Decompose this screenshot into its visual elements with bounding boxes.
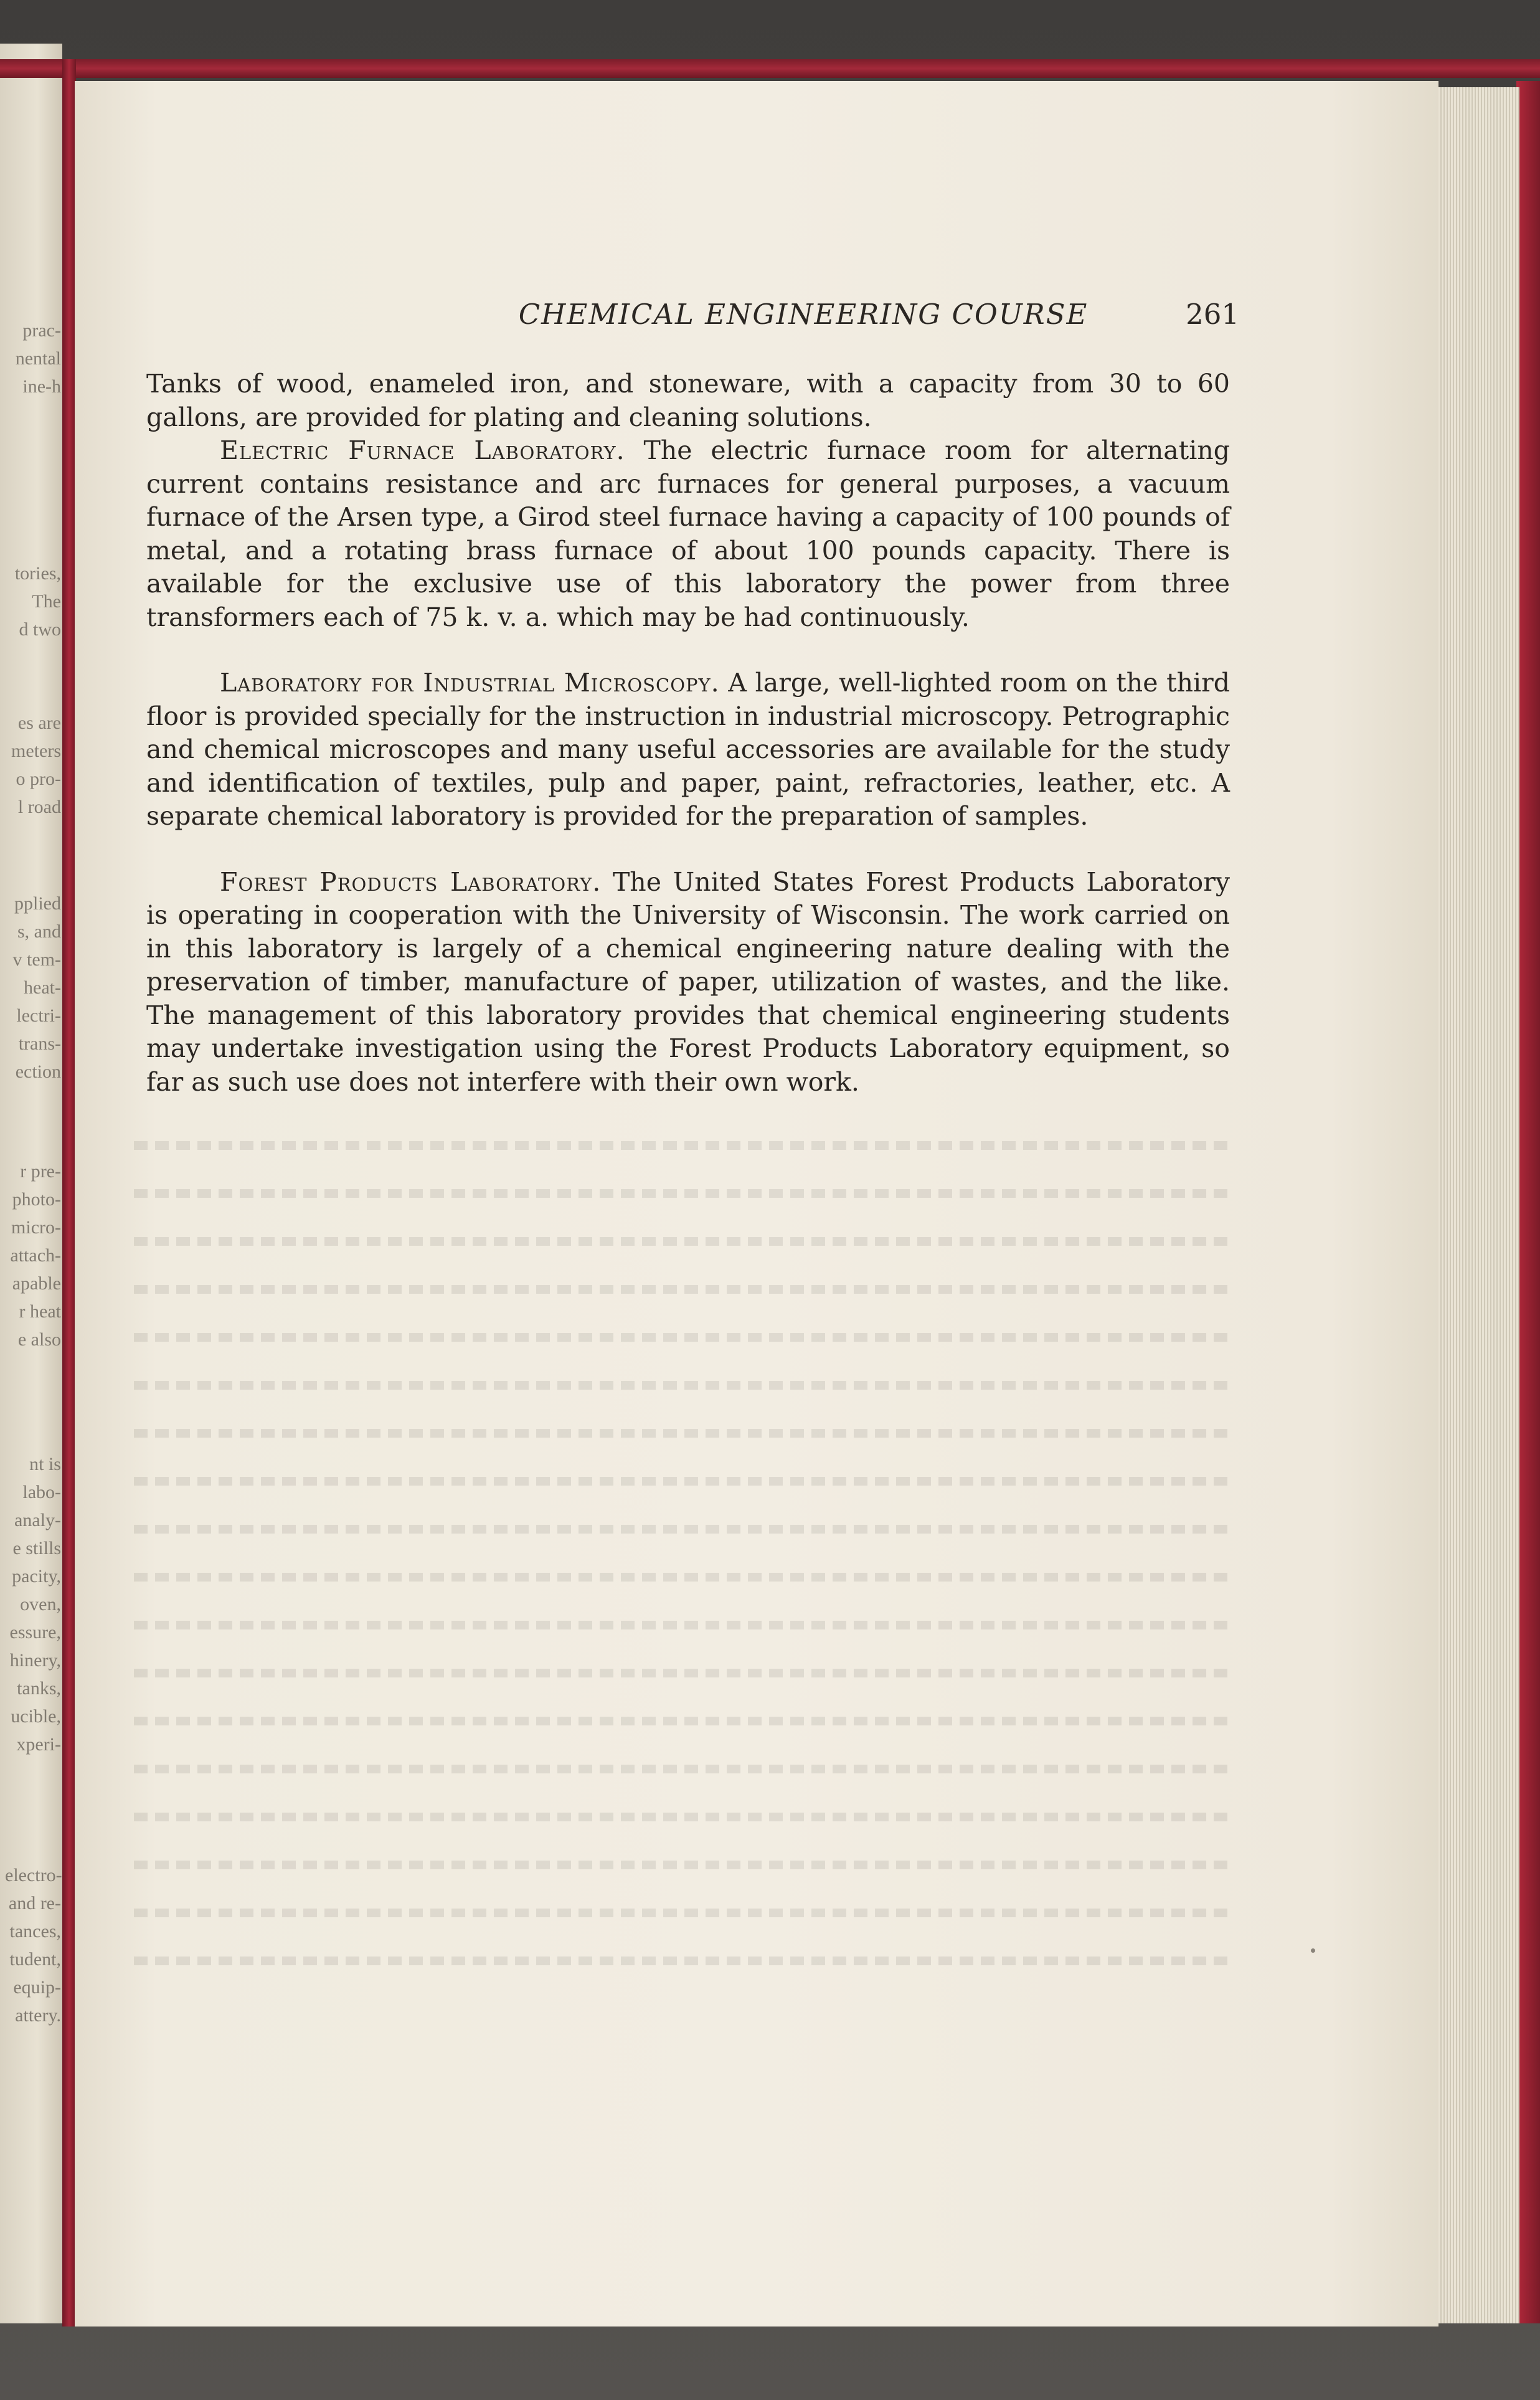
paragraph-text: The United States Forest Products Laboratory is operating in cooperation with the University of Wisconsin. The work carried on in this laboratory is largely of a chemical engineering nature dealing with the preservation of timber, manufacture of paper, utilization of wastes, and the like. The management of this laboratory provides that chemical engineering students may undertake investigation using the Forest Products Laboratory equipment, so far as such use does not interfere with their own work. xyxy=(146,866,1230,1097)
facing-page-fragment: photo- xyxy=(12,1189,61,1210)
bleed-line xyxy=(134,1237,1230,1271)
facing-page-fragment: apable xyxy=(12,1273,61,1294)
facing-page-fragment: ucible, xyxy=(11,1706,61,1727)
bleed-line xyxy=(134,1525,1230,1559)
page-number: 261 xyxy=(1186,298,1239,331)
bleed-line xyxy=(134,1861,1230,1895)
section-heading: Electric Furnace Laboratory. xyxy=(220,435,625,465)
facing-page-fragment: prac- xyxy=(22,320,61,341)
section-heading: Laboratory for Industrial Microscopy. xyxy=(220,668,720,698)
facing-page-fragment: micro- xyxy=(11,1217,61,1238)
facing-page-fragment: oven, xyxy=(20,1594,61,1615)
facing-page-fragment: r pre- xyxy=(20,1161,61,1182)
section-heading: Forest Products Laboratory. xyxy=(220,866,602,897)
facing-page-fragment: tances, xyxy=(9,1921,61,1942)
paragraph-text: A large, well-lighted room on the third floor is provided specially for the instruction in industrial microscopy. Petrographic and chemical microscopes and many useful accessories are available for the study and identification of textiles, pulp and paper, paint, refractories, leather, etc. A separate chemical laboratory is provided for the preparation of samples. xyxy=(146,668,1230,831)
facing-page-fragment: attach- xyxy=(10,1245,61,1266)
bleed-through-texture xyxy=(134,1127,1230,1999)
paper-speck xyxy=(1311,1948,1315,1953)
bleed-line xyxy=(134,1429,1230,1463)
facing-page-fragment: e stills xyxy=(12,1538,61,1558)
bleed-line xyxy=(134,1909,1230,1943)
facing-page-fragment: analy- xyxy=(14,1510,61,1530)
bleed-line xyxy=(134,1477,1230,1511)
bleed-line xyxy=(134,1621,1230,1655)
running-header: CHEMICAL ENGINEERING COURSE xyxy=(518,298,1089,331)
bleed-line xyxy=(134,1717,1230,1751)
facing-page-fragment: es are xyxy=(17,713,61,733)
paragraph-text: The electric furnace room for alternating current contains resistance and arc furnaces for general purposes, a vacuum furnace of the Arsen type, a Girod steel furnace having a capacity of 100 pounds of metal, and a rotating brass furnace of about 100 pounds capacity. There is available for the exclusive use of this laboratory the power from three transformers each of 75 k. v. a. which may be had continuously. xyxy=(146,435,1230,632)
facing-page-fragment: d two xyxy=(19,619,61,640)
facing-page-fragment: xperi- xyxy=(16,1734,61,1755)
bleed-line xyxy=(134,1573,1230,1607)
facing-page-fragment: nental xyxy=(15,348,61,369)
facing-page-fragment: s, and xyxy=(17,921,61,942)
paragraph xyxy=(146,368,1230,434)
paragraph xyxy=(146,866,1230,1099)
facing-page-fragment: electro- xyxy=(5,1865,62,1885)
facing-page-fragment: tudent, xyxy=(9,1949,61,1970)
facing-page-fragment: lectri- xyxy=(16,1005,61,1026)
facing-page-fragment: hinery, xyxy=(9,1650,61,1671)
facing-page-fragment: ine-h xyxy=(22,376,61,397)
facing-page-fragment: labo- xyxy=(22,1482,61,1502)
binding-spine xyxy=(62,59,76,2326)
facing-page-fragment: nt is xyxy=(29,1454,61,1474)
facing-page-fragment: tanks, xyxy=(17,1678,61,1699)
facing-page-fragment: l road xyxy=(17,797,61,817)
facing-page-fragment: v tem- xyxy=(12,949,61,970)
binding-top xyxy=(0,59,1540,78)
facing-page-fragment: equip- xyxy=(13,1977,61,1998)
facing-page-fragment: e also xyxy=(17,1329,61,1350)
facing-page-fragment: tories, xyxy=(14,563,61,584)
bleed-line xyxy=(134,1141,1230,1175)
facing-page-fragment: The xyxy=(32,591,61,612)
facing-page-fragment: and re- xyxy=(8,1893,61,1914)
bleed-line xyxy=(134,1765,1230,1799)
bleed-line xyxy=(134,1333,1230,1367)
bleed-line xyxy=(134,1957,1230,1991)
facing-page-fragment: pplied xyxy=(14,893,61,914)
facing-page-fragment: trans- xyxy=(18,1033,61,1054)
bleed-line xyxy=(134,1669,1230,1703)
paragraph xyxy=(146,434,1230,634)
paragraph-text: Tanks of wood, enameled iron, and stoneware, with a capacity from 30 to 60 gallons, are provided for plating and cleaning solutions. xyxy=(146,369,1230,432)
facing-page-fragment: ection xyxy=(15,1061,61,1082)
facing-page-fragment: heat- xyxy=(24,977,61,998)
page-edge-stack xyxy=(1426,87,1519,2323)
facing-page-edge xyxy=(0,44,62,2323)
facing-page-fragment: attery. xyxy=(15,2005,61,2026)
paragraph xyxy=(146,666,1230,833)
facing-page-fragment: meters xyxy=(11,741,61,761)
facing-page-fragment: r heat xyxy=(19,1301,61,1322)
page-body xyxy=(146,368,1230,1099)
facing-page-fragment: essure, xyxy=(9,1622,61,1643)
bleed-line xyxy=(134,1381,1230,1415)
bleed-line xyxy=(134,1285,1230,1319)
facing-page-fragment: pacity, xyxy=(12,1566,61,1587)
facing-page-fragment: o pro- xyxy=(16,769,61,789)
bleed-line xyxy=(134,1813,1230,1847)
bleed-line xyxy=(134,1189,1230,1223)
binding-right-edge xyxy=(1516,81,1540,2323)
